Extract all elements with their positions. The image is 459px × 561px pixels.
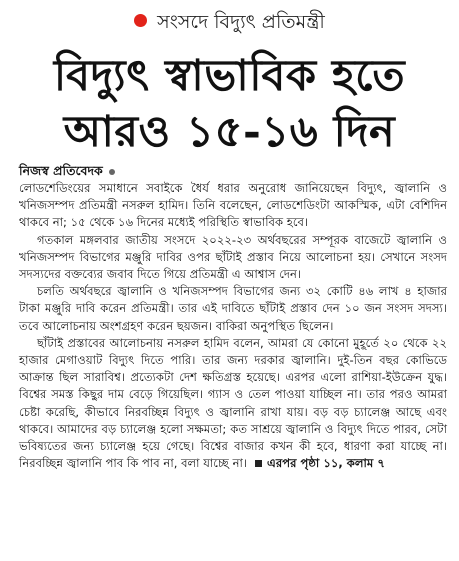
headline	[0, 48, 459, 160]
paragraph-4-text: ছাঁটাই প্রস্তাবের আলোচনায় নসরুল হামিদ বলেন, আমরা যে কোনো মুহূর্তে ২০ থেকে ২২ হাজার মেগাওয়াট বিদ্যুৎ দিতে পারি। তার জন্য দরকার জ্বালানি। দুই-তিন বছর কোভিডে আক্রান্ত ছিল সারাবিশ্ব। প্রত্যেকটা দেশ ক্ষতিগ্রস্ত হয়েছে। এরপর এলো রাশিয়া-ইউক্রেন যুদ্ধ। বিশ্বের সমস্ত কিছুর দাম বেড়ে গিয়েছিল। গ্যাস ও তেল পাওয়া যাচ্ছিল না। তার পরও আমরা চেষ্টা করেছি, কীভাবে নিরবচ্ছিন্ন বিদ্যুৎ ও জ্বালানি রাখা যায়। বড় বড় চ্যালেঞ্জ আছে এবং থাকবে। আমাদের বড় চ্যালেঞ্জ হলো সক্ষমতা; কত সাশ্রয়ে জ্বালানি ও বিদ্যুৎ দিতে পারব, সেটা ভবিষ্যতের জন্য চ্যালেঞ্জ হয়ে গেছে। বিশ্বের বাজার কখন কী হবে, ধারণা করা যাচ্ছে না। নিরবচ্ছিন্ন জ্বালানি পাব কি পাব না, বলা যাচ্ছে না।	[19, 335, 447, 471]
paragraph-2: গতকাল মঙ্গলবার জাতীয় সংসদে ২০২২-২৩ অর্থবছরের সম্পূরক বাজেটে জ্বালানি ও খনিজসম্পদ বিভাগের মঞ্জুরি দাবির ওপর ছাঁটাই প্রস্তাব নিয়ে আলোচনা হয়। সেখানে সংসদ সদস্যদের বক্তব্যের জবাব দিতে গিয়ে প্রতিমন্ত্রী এ আশ্বাস দেন।	[19, 232, 447, 282]
continued-jump	[247, 456, 385, 470]
paragraph-1: লোডশেডিংয়ের সমাধানে সবাইকে ধৈর্য ধরার অনুরোধ জানিয়েছেন বিদ্যুৎ, জ্বালানি ও খনিজসম্পদ প্রতিমন্ত্রী নসরুল হামিদ। তিনি বলেছেন, লোডশেডিংটা আকস্মিক, এটা বেশিদিন থাকবে না; ১৫ থেকে ১৬ দিনের মধ্যেই পরিস্থিতি স্বাভাবিক হবে।	[19, 181, 447, 230]
red-bullet-icon	[134, 14, 147, 27]
byline-text: নিজস্ব প্রতিবেদক	[19, 163, 103, 178]
paragraph-3: চলতি অর্থবছরে জ্বালানি ও খনিজসম্পদ বিভাগের জন্য ৩২ কোটি ৪৬ লাখ ৪ হাজার টাকা মঞ্জুরি দাবি করেন প্রতিমন্ত্রী। তার এই দাবিতে ছাঁটাই প্রস্তাব দেন ১০ জন সংসদ সদস্য। তবে আলোচনায় অংশগ্রহণ করেন ছয়জন। বাকিরা অনুপস্থিত ছিলেন।	[19, 284, 447, 333]
article-body	[19, 180, 447, 472]
continued-jump-text: এরপর পৃষ্ঠা ১১, কলাম ৭	[267, 456, 385, 471]
headline-line-2: আরও ১৫-১৬ দিন	[63, 107, 396, 157]
byline-dot-icon	[109, 169, 115, 175]
kicker-line	[0, 8, 459, 40]
paragraph-4	[19, 335, 447, 473]
headline-line-1: বিদ্যুৎ স্বাভাবিক হতে	[53, 51, 406, 101]
kicker-text: সংসদে বিদ্যুৎ প্রতিমন্ত্রী	[157, 11, 325, 33]
square-bullet-icon	[255, 460, 262, 467]
